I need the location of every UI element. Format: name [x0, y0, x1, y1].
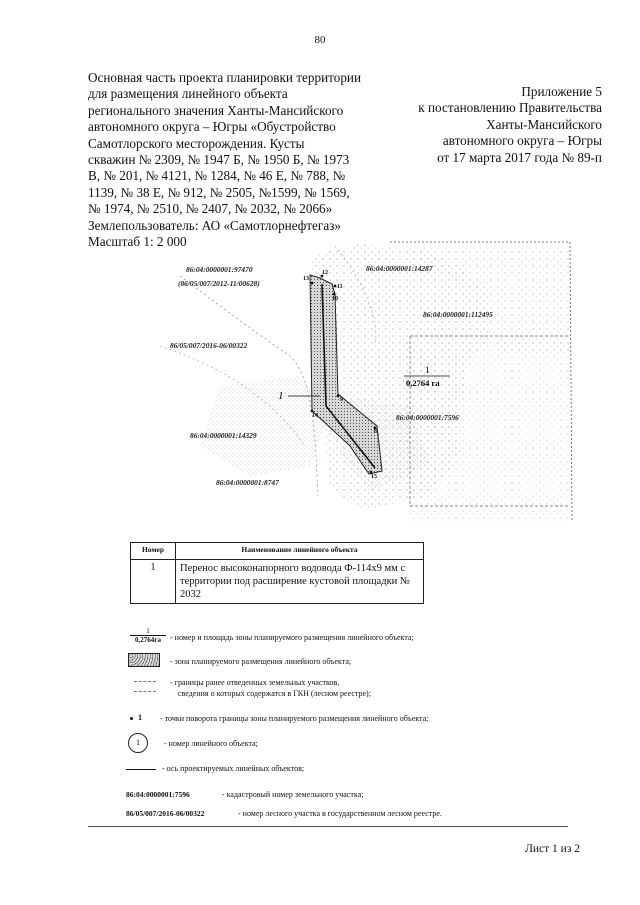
cadastral-label: 86:04:0000001:8747: [216, 478, 279, 487]
turning-point: [311, 282, 314, 285]
table-row: [131, 560, 424, 604]
legend-circle-swatch: 1: [128, 733, 148, 753]
sheet-number: Лист 1 из 2: [525, 843, 580, 855]
page-number: 80: [314, 34, 326, 46]
legend-forest-sample: 86/05/007/2016-06/00322: [126, 809, 205, 818]
point-label: 9: [340, 397, 343, 403]
point-label: 11: [337, 284, 343, 290]
legend: [126, 625, 566, 825]
legend-text: - номер и площадь зоны планируемого размещения линейного объекта;: [170, 633, 414, 642]
turning-point: [333, 293, 336, 296]
turning-point: [311, 410, 314, 413]
linear-objects-table: [130, 542, 424, 604]
appendix-line: от 17 марта 2017 года № 89-п: [437, 149, 602, 165]
legend-text: - точки поворота границы зоны планируемого размещения линейного объекта;: [160, 714, 429, 723]
legend-point-number: 1: [138, 713, 142, 722]
legend-boundary-swatch: [134, 681, 156, 682]
column-header: Наименование линейного объекта: [176, 543, 424, 560]
legend-zone-fill-swatch: [128, 653, 160, 667]
title-line: для размещения линейного объекта: [88, 86, 288, 102]
legend-zone-label-sample: [130, 627, 166, 644]
point-label: 8: [374, 429, 377, 435]
title-line: автономного округа – Югры «Обустройство: [88, 119, 336, 135]
table-header-row: [131, 543, 424, 560]
appendix-line: Приложение 5: [521, 84, 602, 99]
legend-text: сведения о которых содержатся в ГКН (лесном реестре);: [178, 689, 371, 698]
planning-map: [160, 236, 580, 528]
title-line: 1139, № 38 Е, № 912, № 2505, №1599, № 1569,: [88, 184, 350, 200]
legend-text: - зона планируемого размещения линейного объекта;: [170, 657, 352, 666]
zone-number-label: 1: [425, 365, 430, 375]
point-label: 12: [322, 270, 328, 276]
legend-point-swatch: [130, 717, 133, 720]
legend-text: - кадастровый номер земельного участка;: [222, 790, 364, 799]
title-line: Самотлорского месторождения. Кусты: [88, 135, 305, 151]
cadastral-label: 86:04:0000001:14287: [366, 264, 433, 273]
legend-text: - ось проектируемых линейных объектов;: [162, 764, 305, 773]
turning-point: [334, 285, 337, 288]
appendix-line: к постановлению Правительства: [418, 100, 602, 116]
point-label: 14: [312, 413, 318, 419]
appendix-line: автономного округа – Югры: [442, 133, 602, 149]
legend-text: - номер линейного объекта;: [164, 739, 258, 748]
forest-label: (86/05/007/2012-11/00628): [178, 279, 260, 288]
title-line: В, № 201, № 4121, № 1284, № 46 Е, № 788, №: [88, 168, 346, 184]
legend-axis-swatch: [126, 769, 156, 770]
point-label: 10: [332, 296, 338, 302]
title-line: Основная часть проекта планировки территории: [88, 70, 362, 85]
point-label: 13: [303, 276, 309, 282]
title-line: скважин № 2309, № 1947 Б, № 1950 Б, № 1973: [88, 152, 350, 168]
legend-zone-area: 0,2764га: [135, 636, 161, 644]
appendix-block: [378, 84, 602, 166]
object-marker-label: 1: [278, 390, 284, 402]
legend-cadastral-sample: 86:04:0000001:7596: [126, 790, 190, 799]
cadastral-label: 86:04:0000001:112495: [423, 310, 493, 319]
legend-zone-number: 1: [130, 627, 166, 636]
column-header: Номер: [131, 543, 176, 560]
cadastral-label: 86:04:0000001:97470: [186, 265, 253, 274]
legend-boundary-swatch: [134, 691, 156, 692]
appendix-line: Ханты-Мансийского: [486, 116, 602, 132]
forest-label: 86/05/007/2016-06/00322: [170, 341, 248, 350]
point-label: 15: [371, 474, 377, 480]
legend-text: - границы ранее отведенных земельных участков,: [170, 678, 340, 687]
title-line: Землепользователь: АО «Самотлорнефтегаз»: [88, 217, 341, 233]
terrain-hatch: [200, 376, 330, 476]
document-title: [88, 70, 388, 250]
zone-area-label: 0,2764 га: [406, 378, 440, 388]
turning-point: [337, 395, 340, 398]
footer-divider: [88, 826, 568, 827]
terrain-hatch: [400, 336, 570, 521]
cadastral-label: 86:04:0000001:14329: [190, 431, 257, 440]
title-line: регионального значения Ханты-Мансийского: [88, 102, 344, 118]
object-name-cell: Перенос высоконапорного водовода Ф-114х9 мм с территории под расширение кустовой площадки № 2032: [176, 560, 424, 604]
turning-point: [370, 471, 373, 474]
legend-text: - номер лесного участка в государственном лесном реестре.: [238, 809, 442, 818]
object-number-cell: 1: [131, 560, 176, 604]
title-line: Масштаб 1: 2 000: [88, 234, 187, 250]
title-line: № 1974, № 2510, № 2407, № 2032, № 2066»: [88, 201, 333, 217]
cadastral-label: 86:04:0000001:7596: [396, 413, 459, 422]
